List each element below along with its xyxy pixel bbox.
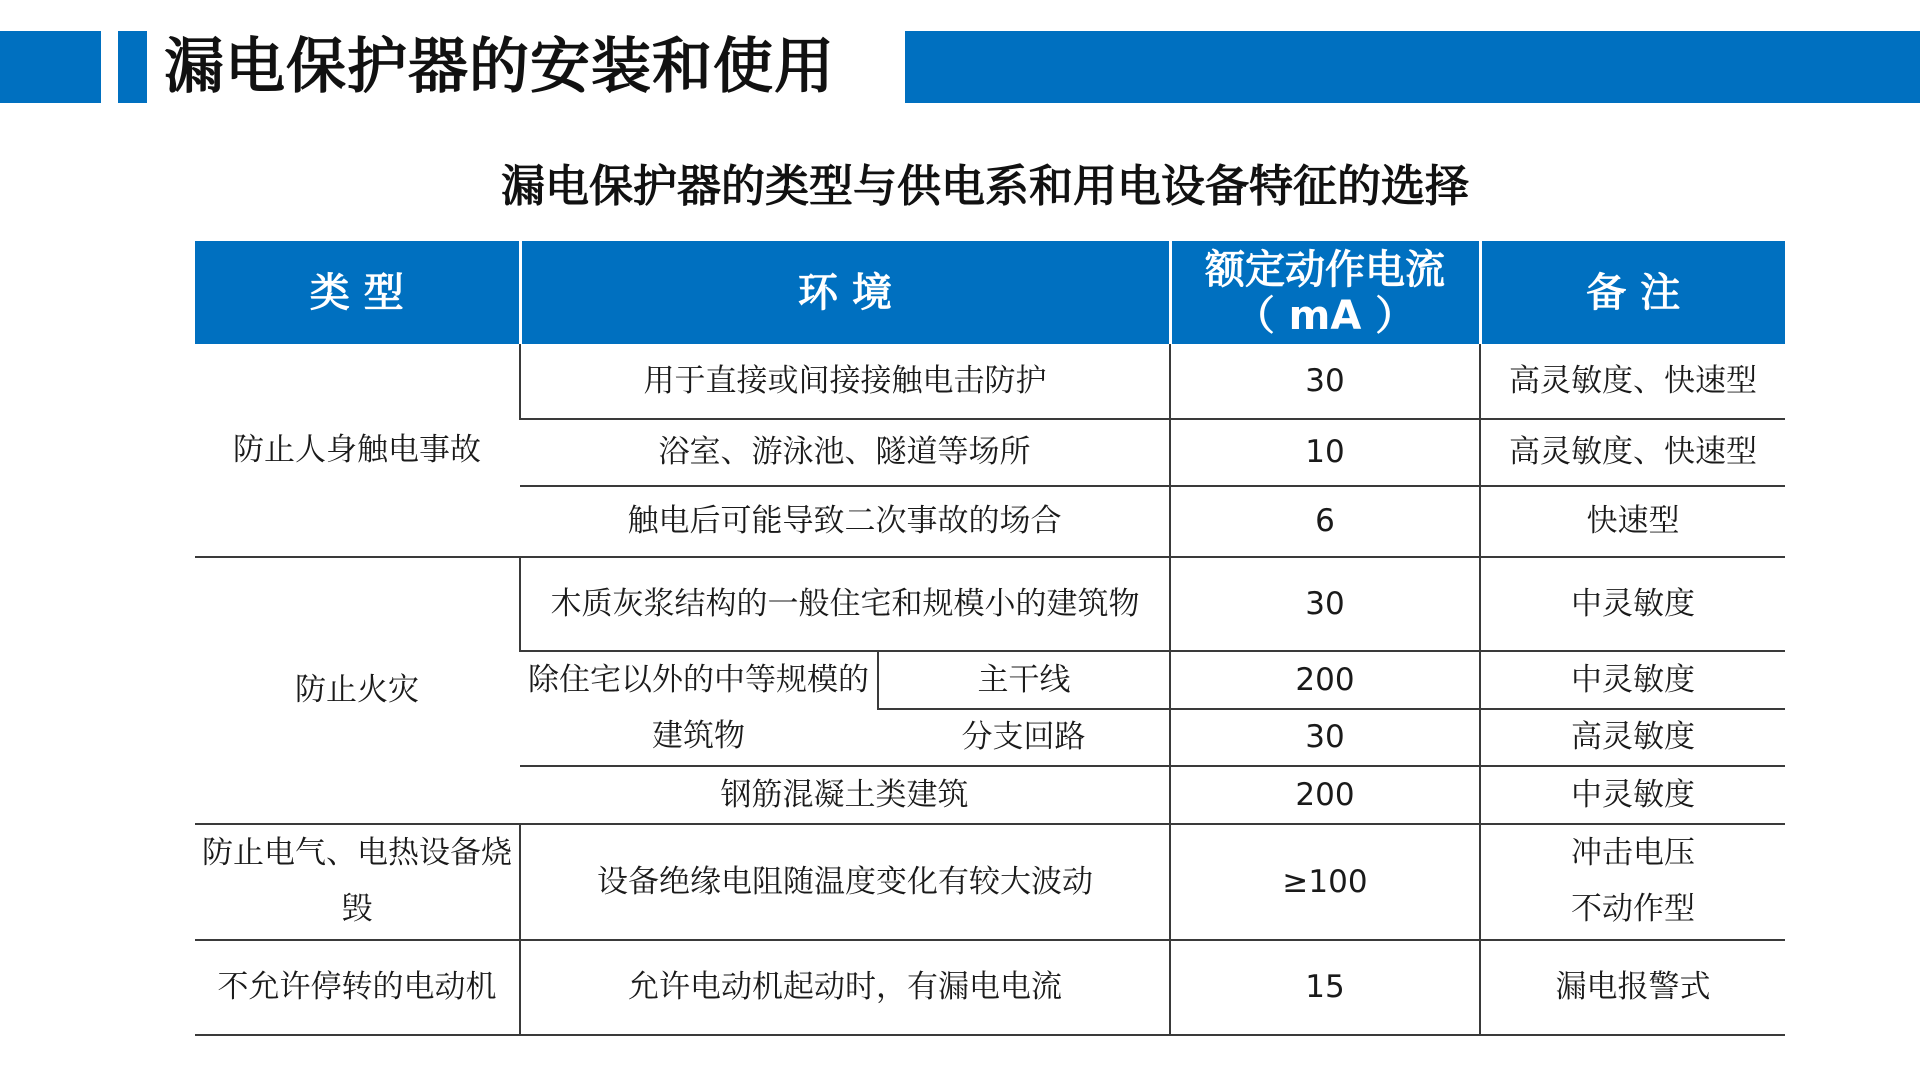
table-header-row [195, 241, 1785, 344]
current-cell: 200 [1170, 651, 1480, 709]
note-cell: 中灵敏度 [1480, 766, 1785, 824]
note-cell [1480, 824, 1785, 940]
note-cell: 漏电报警式 [1480, 940, 1785, 1035]
current-cell: 30 [1170, 709, 1480, 766]
group-cell-equipment: 防止电气、电热设备烧毁 [195, 824, 520, 940]
table-row [195, 824, 1785, 940]
group-cell-personal-shock: 防止人身触电事故 [233, 431, 481, 468]
env-cell: 用于直接或间接接触电击防护 [520, 344, 1170, 419]
env-cell: 木质灰浆结构的一般住宅和规模小的建筑物 [520, 557, 1170, 651]
env-cell: 触电后可能导致二次事故的场合 [520, 486, 1170, 557]
note-line: 不动作型 [1571, 891, 1695, 927]
sub-env-cell: 分支回路 [878, 709, 1170, 766]
header-type: 类 型 [195, 241, 520, 344]
note-cell: 高灵敏度、快速型 [1480, 419, 1785, 486]
header-accent-bar-left [0, 31, 101, 103]
header-rated-current [1170, 241, 1480, 344]
table-row [195, 344, 1785, 419]
table-title: 漏电保护器的类型与供电系和用电设备特征的选择 [501, 161, 1469, 212]
current-cell: 15 [1170, 940, 1480, 1035]
note-cell: 中灵敏度 [1480, 651, 1785, 709]
env-cell-medium-buildings: 除住宅以外的中等规模的建筑物 [520, 651, 878, 766]
current-cell: 6 [1170, 486, 1480, 557]
current-cell: 30 [1170, 557, 1480, 651]
header-accent-bar-small [118, 31, 147, 103]
table-row [195, 940, 1785, 1035]
header-rated-current-line2: （ mA ） [1234, 292, 1416, 339]
rcd-selection-table [195, 241, 1785, 1036]
note-cell: 中灵敏度 [1480, 557, 1785, 651]
group-cell-fire: 防止火灾 [195, 557, 520, 824]
current-cell: ≥100 [1170, 824, 1480, 940]
note-cell: 高灵敏度、快速型 [1480, 344, 1785, 419]
header-accent-bar-right [905, 31, 1920, 103]
header-rated-current-line1: 额定动作电流 [1205, 246, 1445, 293]
env-cell: 允许电动机起动时，有漏电电流 [520, 940, 1170, 1035]
note-line: 冲击电压 [1571, 835, 1695, 872]
group-cell-motor: 不允许停转的电动机 [195, 940, 520, 1035]
env-cell: 浴室、游泳池、隧道等场所 [520, 419, 1170, 486]
page-title: 漏电保护器的安装和使用 [164, 32, 835, 102]
header-environment: 环 境 [520, 241, 1170, 344]
header-note: 备 注 [1480, 241, 1785, 344]
current-cell: 10 [1170, 419, 1480, 486]
env-cell: 设备绝缘电阻随温度变化有较大波动 [520, 824, 1170, 940]
current-cell: 30 [1170, 344, 1480, 419]
current-cell: 200 [1170, 766, 1480, 824]
table-row [195, 557, 1785, 651]
note-cell: 快速型 [1480, 486, 1785, 557]
sub-env-cell: 主干线 [878, 651, 1170, 709]
env-cell: 钢筋混凝土类建筑 [520, 766, 1170, 824]
note-cell: 高灵敏度 [1480, 709, 1785, 766]
